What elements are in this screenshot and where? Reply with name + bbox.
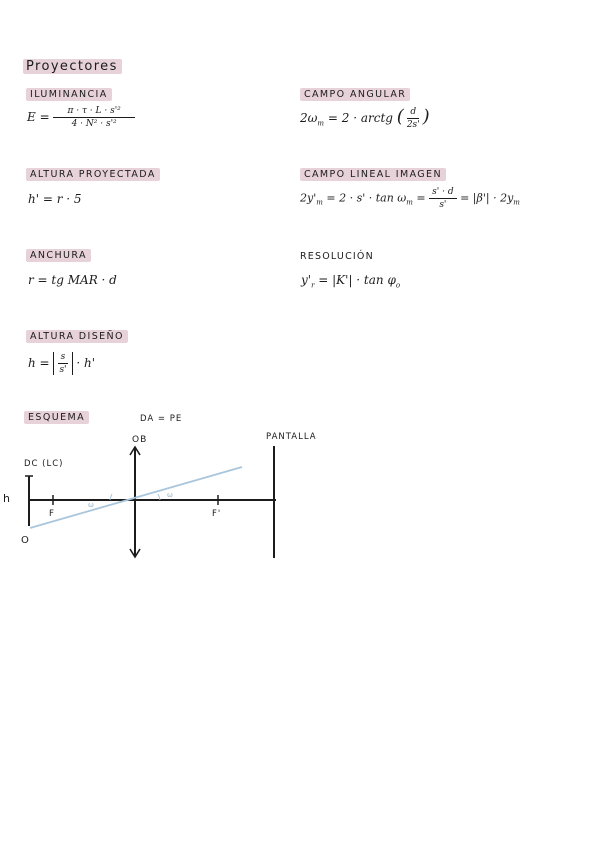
campo-angular-num: d xyxy=(407,107,419,119)
campo-lineal-lhs-sub: m xyxy=(316,198,323,207)
heading-esquema: ESQUEMA xyxy=(24,411,89,424)
campo-lineal-lhs: 2y' xyxy=(300,191,317,205)
campo-lineal-num: s' · d xyxy=(429,187,456,199)
iluminancia-denominator: 4 · N² · s'² xyxy=(71,119,117,129)
altura-diseno-lhs: h = xyxy=(28,356,50,370)
paren-close: ) xyxy=(422,106,430,127)
iluminancia-lhs: E = xyxy=(27,110,50,124)
campo-lineal-rhs: = |β'| · 2y xyxy=(460,191,514,205)
heading-altura-proyectada: ALTURA PROYECTADA xyxy=(26,168,160,181)
resolucion-lhs-sub: r xyxy=(311,281,315,290)
formula-anchura: r = tg MAR · d xyxy=(28,273,117,287)
altura-diseno-rhs: · h' xyxy=(76,356,96,370)
label-h: h xyxy=(3,492,11,505)
campo-lineal-eq: = 2 · s' · tan ω xyxy=(326,191,407,205)
campo-lineal-eq2: = xyxy=(416,191,426,205)
label-da-pe: DA = PE xyxy=(140,414,183,424)
label-ob: OB xyxy=(132,435,148,445)
campo-lineal-eq-sub: m xyxy=(406,198,413,207)
resolucion-eq: = |K'| · tan φ xyxy=(318,273,396,287)
label-omega-right: ω xyxy=(167,491,174,499)
label-dc: DC (LC) xyxy=(24,459,64,469)
campo-angular-lhs-sub: m xyxy=(317,119,325,128)
heading-anchura: ANCHURA xyxy=(26,249,91,262)
campo-angular-eq: = 2 · arctg xyxy=(327,111,393,125)
page-title: Proyectores xyxy=(23,59,122,74)
iluminancia-numerator: π · τ · L · s'² xyxy=(53,106,134,118)
heading-altura-diseno: ALTURA DISEÑO xyxy=(26,330,128,343)
label-f: F xyxy=(49,509,55,519)
resolucion-eq-sub: o xyxy=(395,281,401,290)
campo-angular-lhs: 2ω xyxy=(300,111,318,125)
label-o: O xyxy=(21,535,30,546)
heading-campo-angular: CAMPO ANGULAR xyxy=(300,88,410,101)
altura-diseno-den: s' xyxy=(59,365,67,375)
paren-open: ( xyxy=(396,106,404,127)
resolucion-lhs: y' xyxy=(301,273,312,287)
campo-lineal-den: s' xyxy=(439,200,447,210)
campo-angular-den: 2s' xyxy=(406,120,420,130)
formula-altura-proyectada: h' = r · 5 xyxy=(28,192,82,206)
heading-iluminancia: ILUMINANCIA xyxy=(26,88,112,101)
label-pantalla: PANTALLA xyxy=(266,432,317,442)
campo-lineal-rhs-sub: m xyxy=(513,198,520,207)
heading-resolucion: RESOLUCIÓN xyxy=(300,251,374,262)
label-f-prime: F' xyxy=(212,509,222,519)
heading-campo-lineal: CAMPO LINEAL IMAGEN xyxy=(300,168,446,181)
label-omega-left: ω xyxy=(88,501,95,509)
altura-diseno-num: s xyxy=(58,352,69,364)
